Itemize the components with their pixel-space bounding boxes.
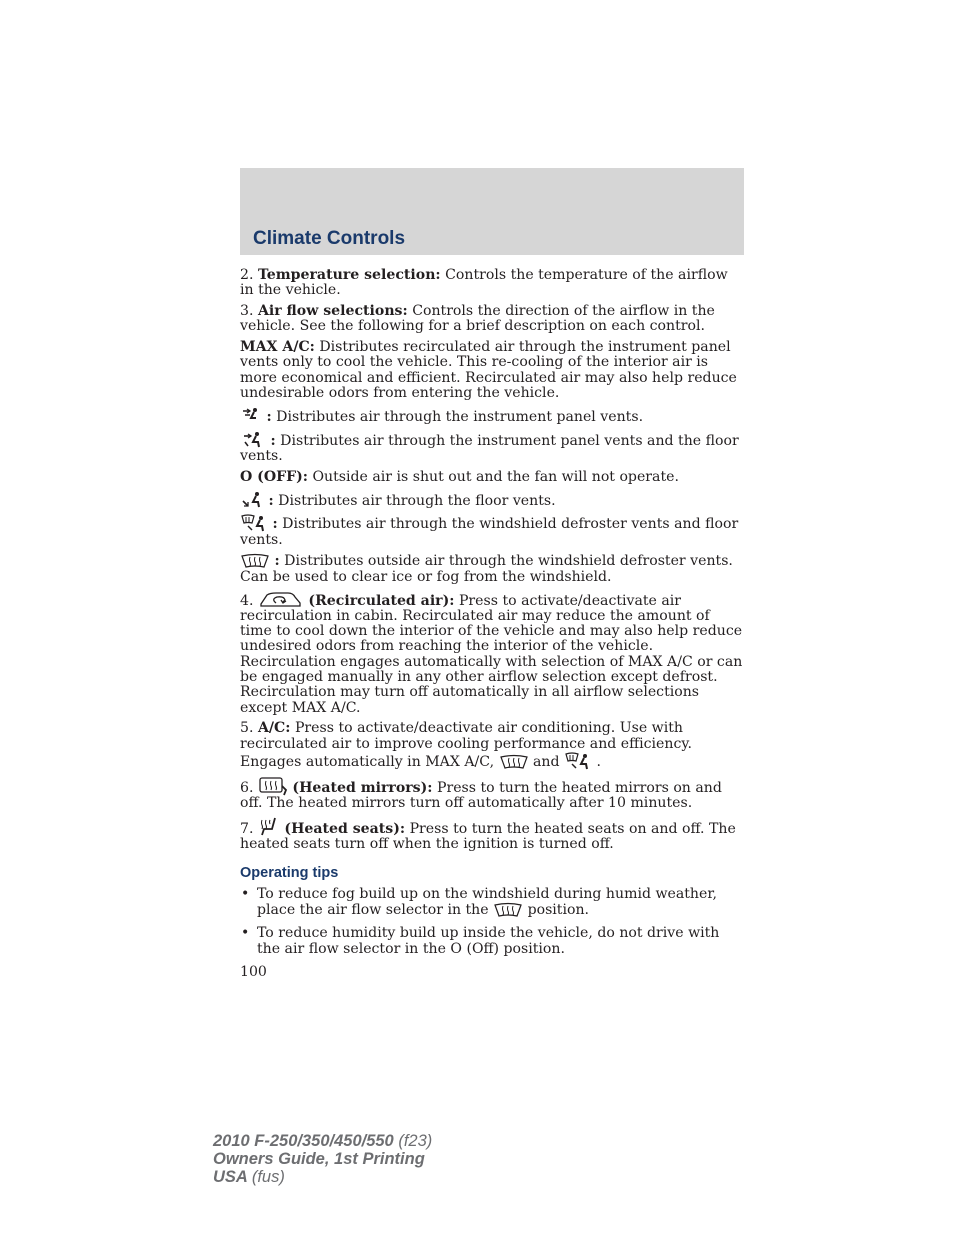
panel-floor-vent-icon: [240, 431, 266, 449]
item-defrost-floor: [240, 514, 744, 548]
defrost-floor-icon: [240, 514, 268, 532]
list-item: [240, 887, 744, 919]
footer-market: USA: [213, 1168, 248, 1186]
item-text: Distributes air through the floor vents.: [278, 492, 556, 509]
footer-line-3: [213, 1168, 432, 1186]
operating-tips-heading: Operating tips: [240, 864, 339, 881]
item-label: Temperature selection:: [257, 267, 441, 283]
section-title: Climate Controls: [253, 228, 406, 249]
item-label: O (OFF):: [240, 468, 309, 485]
item-off: [240, 470, 744, 485]
item-text: Press to activate/deactivate air conditioning. Use with recirculated air to improve cooling performance and efficiency. Engages automatically in MAX A/C,: [240, 720, 692, 771]
defrost-icon: [493, 902, 523, 918]
item-text: Distributes air through the instrument panel vents and the floor vents.: [240, 432, 739, 464]
tips-list: [240, 887, 744, 957]
item-label: (Heated seats):: [284, 820, 406, 837]
item-label: :: [272, 516, 278, 533]
footer-market-code: (fus): [251, 1168, 285, 1186]
heated-mirror-icon: [258, 776, 288, 796]
defrost-icon: [240, 553, 270, 569]
tip-text: To reduce fog build up on the windshield during humid weather, place the air flow selector in the: [257, 885, 718, 919]
heated-seat-icon: [258, 817, 280, 837]
item-heated-seats: [240, 817, 744, 853]
item-label: Air flow selections:: [257, 303, 408, 320]
defrost-floor-icon: [564, 752, 592, 770]
bullet: •: [241, 925, 250, 942]
item-text: Controls the temperature of the airflow in the vehicle.: [240, 267, 728, 299]
item-number: 3.: [240, 303, 254, 320]
item-recirculation: [240, 591, 744, 716]
item-label: :: [268, 492, 274, 509]
list-item: [240, 926, 744, 957]
bullet: •: [241, 885, 250, 902]
recirculation-icon: [258, 591, 304, 609]
item-number: 6.: [240, 779, 254, 796]
page-number: 100: [240, 963, 267, 980]
defrost-icon: [499, 754, 529, 770]
item-heated-mirrors: [240, 776, 744, 812]
item-text: Distributes air through the instrument panel vents.: [276, 408, 644, 425]
item-ac: [240, 721, 744, 770]
item-panel-floor-vents: [240, 431, 744, 465]
footer: [213, 1132, 432, 1186]
item-temperature: [240, 268, 744, 299]
floor-vent-icon: [240, 491, 264, 509]
item-text: Press to turn the heated mirrors on and off. The heated mirrors turn off automatically after 10 minutes.: [240, 779, 722, 812]
item-text: Distributes air through the windshield defroster vents and floor vents.: [240, 516, 739, 548]
item-label: MAX A/C:: [240, 339, 315, 356]
item-text: Distributes recirculated air through the instrument panel vents only to cool the vehicle. This re-cooling of the interior air is more economical and efficient. Recirculated air may also help reduce undesirable odors from entering the vehicle.: [240, 339, 737, 402]
footer-model: 2010 F-250/350/450/550: [213, 1132, 394, 1150]
item-label: A/C:: [257, 720, 291, 737]
item-number: 2.: [240, 267, 254, 283]
tip-text-end: position.: [527, 902, 590, 919]
item-number: 4.: [240, 592, 254, 609]
item-text: Press to activate/deactivate air recirculation in cabin. Recirculated air may reduce the amount of time to cool down the interior of the vehicle and may also help reduce undesired odors from reaching the interior of the vehicle. Recirculation engages automatically with selection of MAX A/C or can be engaged manually in any other airflow selection except defrost. Recirculation may turn off automatically in all airflow selections except MAX A/C.: [240, 592, 743, 716]
item-text: Press to turn the heated seats on and off. The heated seats turn off when the ignition is turned off.: [240, 820, 736, 853]
item-number: 7.: [240, 820, 254, 837]
item-label: :: [270, 432, 276, 449]
item-number: 5.: [240, 720, 254, 737]
item-text-end: .: [596, 754, 601, 771]
item-label: :: [266, 408, 272, 425]
item-panel-vents: [240, 407, 744, 425]
page-body: [240, 268, 744, 980]
item-defrost: [240, 553, 744, 585]
footer-line-2: Owners Guide, 1st Printing: [213, 1150, 425, 1168]
item-floor-vents: [240, 491, 744, 509]
item-text: Controls the direction of the airflow in the vehicle. See the following for a brief description on each control.: [240, 303, 715, 335]
footer-line-1: [213, 1132, 432, 1150]
item-label: :: [274, 553, 280, 570]
item-text: Outside air is shut out and the fan will not operate.: [312, 468, 679, 485]
item-text: Distributes outside air through the windshield defroster vents. Can be used to clear ice or fog from the windshield.: [240, 553, 733, 585]
panel-vent-icon: [240, 407, 262, 425]
item-label: (Heated mirrors):: [292, 779, 433, 796]
item-air-flow: [240, 304, 744, 335]
tip-text: To reduce humidity build up inside the vehicle, do not drive with the air flow selector in the O (Off) position.: [257, 925, 720, 957]
item-text-and: and: [533, 754, 560, 771]
item-max-ac: [240, 340, 744, 401]
item-label: (Recirculated air):: [308, 592, 455, 609]
footer-model-code: (f23): [398, 1132, 433, 1150]
